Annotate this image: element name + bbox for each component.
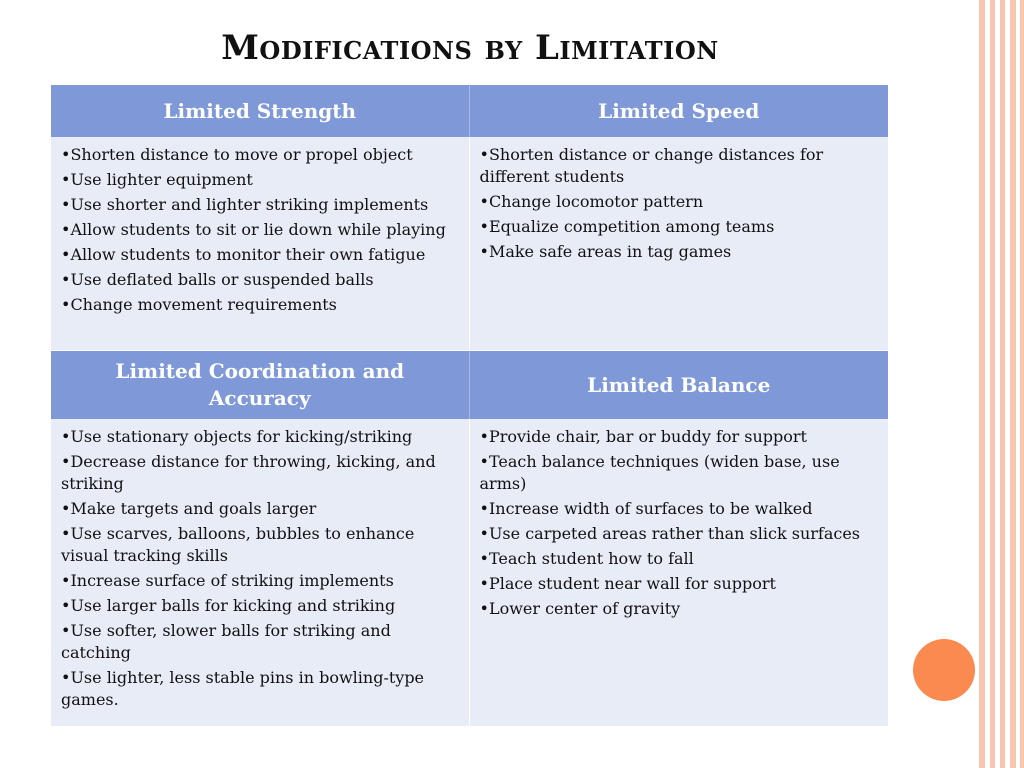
header-limited-speed: Limited Speed xyxy=(469,85,888,137)
speed-cell xyxy=(469,137,888,351)
list-item: •Shorten distance or change distances for different students xyxy=(479,145,824,186)
decorative-side-stripes xyxy=(976,0,1024,768)
header-limited-coordination: Limited Coordination and Accuracy xyxy=(51,351,469,420)
balance-cell xyxy=(469,419,888,727)
list-item: •Use carpeted areas rather than slick surfaces xyxy=(479,524,861,543)
list-item: •Allow students to monitor their own fatigue xyxy=(61,245,426,264)
body-row xyxy=(51,419,888,727)
side-stripe xyxy=(1000,0,1005,768)
list-item: •Use softer, slower balls for striking and catching xyxy=(61,621,391,662)
list-item: •Change movement requirements xyxy=(61,295,337,314)
list-item: •Make targets and goals larger xyxy=(61,499,317,518)
list-item: •Provide chair, bar or buddy for support xyxy=(479,427,807,446)
list-item: •Increase surface of striking implements xyxy=(61,571,394,590)
header-row xyxy=(51,351,888,420)
list-item: •Use lighter, less stable pins in bowling-type games. xyxy=(61,668,425,709)
list-item: •Lower center of gravity xyxy=(479,599,681,618)
list-item: •Place student near wall for support xyxy=(479,574,776,593)
list-item: •Use stationary objects for kicking/striking xyxy=(61,427,413,446)
header-limited-balance: Limited Balance xyxy=(469,351,888,420)
coordination-cell xyxy=(51,419,469,727)
list-item: •Increase width of surfaces to be walked xyxy=(479,499,813,518)
strength-cell xyxy=(51,137,469,351)
side-stripe xyxy=(1020,0,1024,768)
slide-title: Modifications by Limitation xyxy=(221,28,719,68)
list-item: •Make safe areas in tag games xyxy=(479,242,732,261)
list-item: •Use scarves, balloons, bubbles to enhance visual tracking skills xyxy=(61,524,415,565)
list-item: •Change locomotor pattern xyxy=(479,192,704,211)
list-item: •Use lighter equipment xyxy=(61,170,253,189)
side-stripe xyxy=(990,0,995,768)
list-item: •Teach student how to fall xyxy=(479,549,694,568)
side-stripe xyxy=(1010,0,1016,768)
list-item: •Use deflated balls or suspended balls xyxy=(61,270,374,289)
list-item: •Allow students to sit or lie down while playing xyxy=(61,220,446,239)
side-stripe xyxy=(979,0,985,768)
list-item: •Equalize competition among teams xyxy=(479,217,775,236)
header-limited-strength: Limited Strength xyxy=(51,85,469,137)
list-item: •Decrease distance for throwing, kicking, and striking xyxy=(61,452,436,493)
decorative-circle xyxy=(913,639,975,701)
list-item: •Teach balance techniques (widen base, use arms) xyxy=(479,452,840,493)
body-row xyxy=(51,137,888,351)
list-item: •Use larger balls for kicking and striking xyxy=(61,596,396,615)
header-row xyxy=(51,85,888,137)
modifications-table xyxy=(51,85,888,727)
list-item: •Shorten distance to move or propel object xyxy=(61,145,413,164)
list-item: •Use shorter and lighter striking implements xyxy=(61,195,429,214)
